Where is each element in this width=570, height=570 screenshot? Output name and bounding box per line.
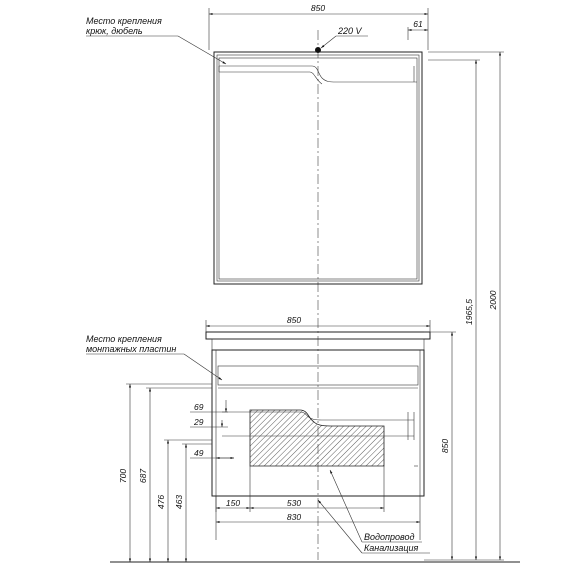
- dim-mirror-offset: [408, 19, 428, 40]
- dim-29-label: 29: [194, 417, 204, 427]
- dim-69-label: 69: [194, 402, 204, 412]
- dim-700-label: 700: [118, 468, 128, 484]
- label-mount-plates: [86, 334, 222, 380]
- plumbing-area: [250, 410, 384, 466]
- dim-150: [216, 466, 250, 512]
- dim-29: [190, 417, 228, 427]
- dim-49-label: 49: [194, 448, 204, 458]
- dim-150-label: 150: [225, 498, 241, 508]
- dim-687-label: 687: [138, 468, 148, 484]
- dim-463: [174, 444, 212, 562]
- mount-plates-text-2: монтажных пластин: [86, 344, 177, 354]
- label-voltage: [321, 26, 368, 48]
- label-mount-hook: [86, 16, 226, 64]
- dim-1965: [428, 60, 480, 560]
- dim-mirror-width: [209, 3, 428, 50]
- mount-hook-text-2: крюк, дюбель: [86, 26, 143, 36]
- dim-530: [250, 466, 384, 512]
- mount-plates-text-1: Место крепления: [86, 334, 162, 344]
- sewage-text: Канализация: [364, 543, 419, 553]
- voltage-text: 220 V: [338, 26, 362, 36]
- dim-2000-label: 2000: [488, 290, 498, 310]
- dim-mirror-width-label: 850: [310, 3, 326, 13]
- mount-hook-text-1: Место крепления: [86, 16, 162, 26]
- dim-476-label: 476: [156, 494, 166, 510]
- water-text: Водопровод: [364, 532, 415, 542]
- mount-point-dot: [315, 47, 321, 53]
- dim-850-height-label: 850: [440, 438, 450, 454]
- dim-69: [190, 400, 228, 412]
- dim-mirror-offset-label: 61: [413, 19, 423, 29]
- dim-1965-label: 1965,5: [464, 299, 474, 325]
- dim-cabinet-width-label: 850: [286, 315, 302, 325]
- dim-830-label: 830: [286, 512, 302, 522]
- dim-687: [138, 388, 212, 562]
- dim-850-height: [424, 332, 504, 560]
- dim-463-label: 463: [174, 494, 184, 510]
- dim-530-label: 530: [286, 498, 302, 508]
